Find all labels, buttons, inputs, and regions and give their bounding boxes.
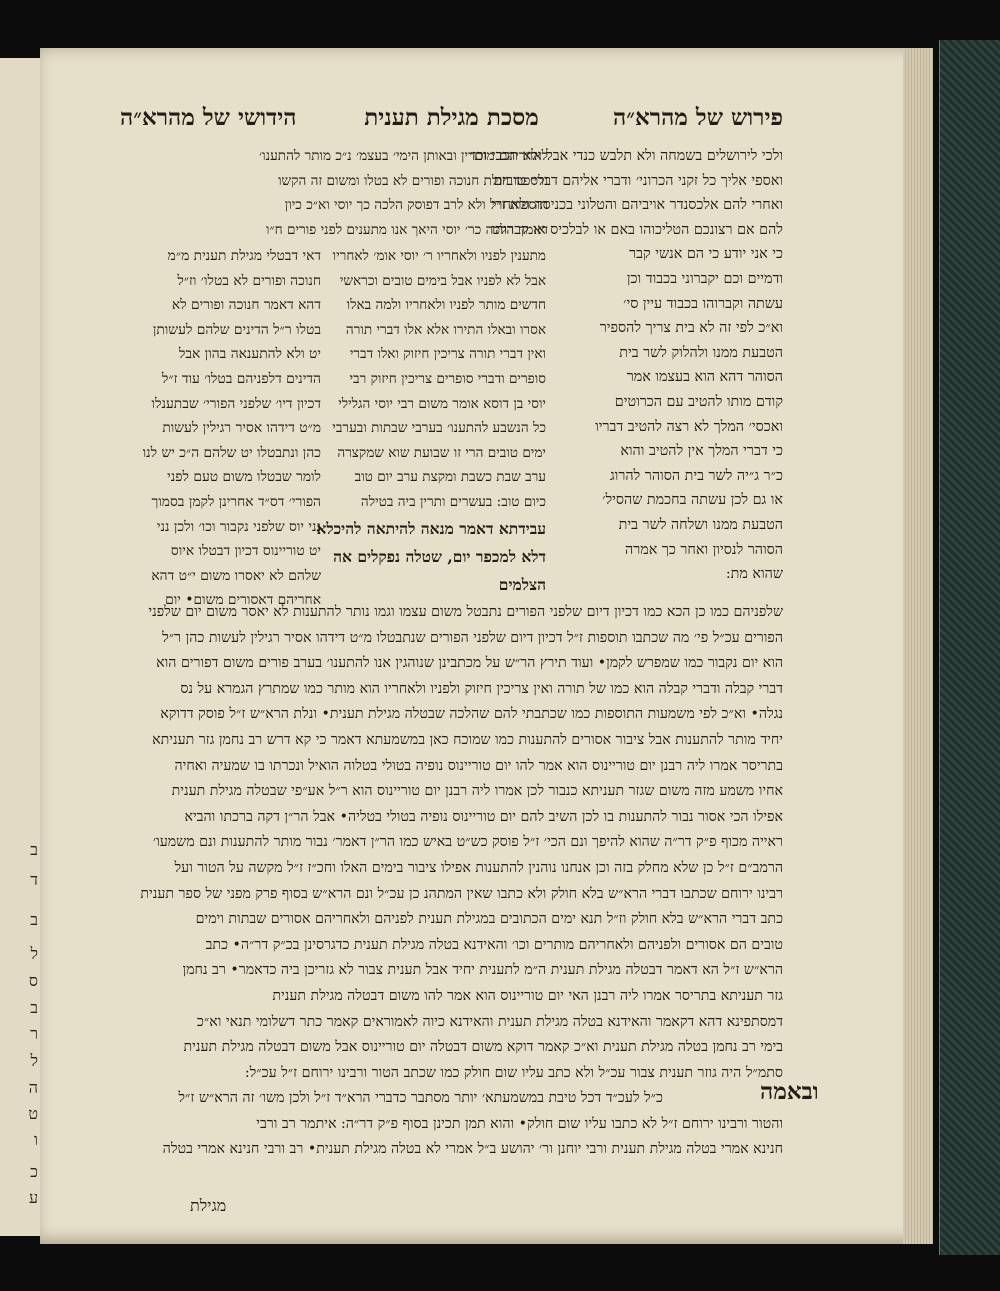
text-line: בימי רב נחמן בטלה מגילת תענית וא״כ קאמר דוקא משום דבטלה יום טוריינוס אבל משום דבטלה מגילת תענית (183, 1039, 783, 1056)
text-line: חנוכה ופורים לא בטלו׳ וז״ל (177, 272, 321, 289)
edge-letter: ב (30, 910, 38, 929)
text-line: רבינו ירוחם שכתבו דברי הרא״ש בלא חולק ולא כתבו שאין המתהנ כן עכ״ל ונם הרא״ש בסוף פרק מפני של ספר תענית (140, 885, 783, 902)
text-line: דהא דאמר חנוכה ופורים לא (171, 297, 321, 314)
edge-letter: ה (28, 1078, 38, 1097)
text-line: עשתה וקברוהו בכבוד עיין סי׳ (623, 295, 783, 312)
text-line: שהוא מת: (725, 566, 783, 583)
edge-letter: ד (30, 870, 38, 889)
text-line: ואספי אליך כל זקני הכרוני׳ ודברי אליהם דברי׳ טובים (493, 172, 783, 189)
text-line: אסרו ובאלו התירו אלא אלו דברי תורה (345, 321, 546, 338)
text-line: אפילו הכי אסור נבור להתענות בו לכן השיב להם יום טוריינוס נופיה בטולי בטליה• אבל הר״ן דקה ברכתו והביא (184, 808, 783, 825)
book-page (40, 48, 933, 1244)
text-line: ואחרי להם אלכסנדר אויביהם והטלוני בכניסה ולאחרי (491, 197, 783, 214)
text-line: הסוהר דהא הוא בעצמו אמר (626, 369, 783, 386)
text-line: דלא למכפר יום, שטלה נפקלים אה (333, 546, 546, 566)
text-line: ואכסי׳ המלך לא רצה להטיב דבריו (595, 418, 783, 435)
text-line: הפורים עכ״ל פי׳ מה שכתבו תוספות ז״ל דכיון דיום שלפני הפורים שנתבטלו מ״ט דידהו אסיר רגילין לעשות כהן ר״ל (162, 629, 783, 646)
text-line: כי אני יודע כי הם אנשי קבר (629, 246, 783, 263)
text-line: וא״כ לפי זה לא בית צריך להספיר (599, 320, 783, 337)
text-line: הדינים דלפניהם בטלו׳ עוד ז״ל (161, 370, 321, 387)
text-line: חנינא אמרי בטלה מגילת תענית ורבי יוחנן ור׳ יהושע ב״ל אמרי לא בטלה מגילת תענית• רב ורבי חנינא אמרי בטלה (162, 1141, 783, 1158)
text-line: דמסתפינא דהא דקאמר והאידנא בטלה מגילת תענית והאידנא כיוה לאמוראים קאמר כתר דשלומי תנאי וא״כ (196, 1013, 783, 1030)
text-line: הפורי׳ דס״ד אחרינן לקמן בסמוך (151, 493, 321, 510)
text-line: הרא״ש ז״ל הא דאמר דבטלה מגילת תענית ה״מ לתענית יחיד אבל תענית צבור לא גזריכן ביה כדאמר• רב נחמן (182, 962, 783, 979)
text-line: כתב דברי הרא״ש בלא חולק וז״ל תנא ימים הכתובים במגילת תענית לפניהם ולאחריהם אסורים שבתות וימים (195, 911, 783, 928)
header-center-title: מסכת מגילת תענית (364, 104, 539, 131)
text-line: הטבעת ממנו ולהלוק לשר בית (619, 344, 783, 361)
text-line: בטלו ר״ל הדינים שלהם לעשותן (152, 321, 321, 338)
text-line: לומר שבטלו משום טעם לפני (167, 469, 321, 486)
edge-letter: כ (30, 1162, 38, 1181)
text-line: סופרים ודברי סופרים צריכין חיזוק רבי (349, 370, 546, 387)
text-line: ואין דברי תורה צריכין חיזוק ואלו דברי (349, 346, 546, 363)
text-line: שלהם לא יאסרו משום י״ט דהא (151, 567, 321, 584)
text-line: יט ולא להתענאה בהון אבל (178, 346, 321, 363)
text-line: והטור ורבינו ירוחם ז״ל לא כתבו עליו שום חולק• והוא תמן תכינן בסוף פ״ק דר״ה: איתמר רב ורבי (256, 1115, 783, 1132)
text-line: כיום טוב: בעשרים ותרין ביה בטילה (360, 493, 546, 510)
header-right: פירוש של מהרא״ה (613, 104, 783, 131)
text-line: לאחריהם מותרין ובאותן הימי׳ בעצמ׳ נ״כ מותר להתענו׳ (259, 148, 548, 164)
text-line: הוא יום נקבור כמו שמפרש לקמן• ועוד תירץ הר״ש על מכתבינן שנוהגין אנו להתענו׳ בערב פורים משום דפורים הוא (156, 655, 783, 672)
text-line: ימים טובים הרי זו שבועת שוא שמקצרה (337, 444, 546, 461)
text-line: כהן ונתבטלו יט שלהם ה״כ יש לנו (142, 444, 321, 461)
text-line: אחיו משמע מזה משום שגזר תעניתא כנבור לכן אמרו ליה רבנן יום טוריינוס הוא ר״ל אע״פי שבטלה מגילת תענית (171, 783, 783, 800)
text-line: גזר תעניתא בתריסר אמרו ליה רבנן האי יום טוריינוס הוא אמר להו משום דבטלה מגילת תענית (272, 987, 783, 1004)
text-line: קודם מותו להטיב עם הכרוטים (614, 393, 783, 410)
edge-letter: ס (28, 971, 38, 990)
section-heading-word: ובאמה (760, 1078, 819, 1105)
text-line: כל הנשבע להתענו׳ בערבי שבתות ובערבי (332, 420, 546, 437)
left-page-edge (0, 58, 42, 1236)
text-line: הרמב״ם ז״ל כן שלא מחלק בזה וכן אנחנו נוהנין להתענות אפילו ציבור בימים האלו וחכ״ז ז״ל מקשה על הטור ועל (174, 859, 783, 876)
text-line: ולספוד וזולת חנוכה ופורים לא בטלו ומשום זה הקשו (278, 172, 548, 189)
text-line: עבידתא דאמר מנאה להיתאה להיכלא (316, 518, 546, 538)
edge-letter: ט (28, 1104, 38, 1123)
text-line: אבל לא לפניו אבל בימים טובים וכראשי (339, 272, 546, 289)
mishnah-column (316, 244, 546, 599)
text-line: כ״ל לעכ״ד דכל טיבת במשמעתא׳ יותר מסתבר כדברי הרא״ד ז״ל ולכן משו׳ זה הרא״ש ז״ל (178, 1090, 663, 1107)
text-line: הצלמים (498, 574, 546, 594)
catchword: מגילת (190, 1196, 227, 1215)
text-line: ודמיים וכם יקברוני בכבוד וכן (626, 270, 783, 287)
text-line: אחריהם דאסורים משום• יום (165, 592, 321, 609)
edge-letter: ב (30, 840, 38, 859)
text-line: תוספות ז״ל ולא לרב דפוסק הלכה כך יוסי וא״כ כיון (284, 197, 548, 214)
novellae-column-left (123, 244, 321, 613)
text-line: או גם לכן עשתה בחכמת שהסיל׳ (602, 492, 783, 509)
header-left: הידושי של מהרא״ה (120, 104, 297, 131)
text-line: יוסי בן דוסא אומר משום רבי יוסי הגלילי (338, 395, 546, 412)
text-line: ערב שבת כשבת ומקצת ערב יום טוב (354, 469, 546, 486)
text-line: טובים הם אסורים ולפניהם ולאחריהם מותרים וכו׳ והאידנא בטלה מגילת תענית כדגרסינן בכ״ק דר״ה• כתב (205, 936, 783, 953)
text-line: מ״ט דידהו אסיר רגילין לעשות (162, 420, 321, 437)
text-line: מתענין לפניו ולאחריו ר׳ יוסי אומ׳ לאחריו (332, 248, 546, 264)
full-width-commentary (120, 600, 783, 1163)
text-line: דאמר הלכה כר׳ יוסי היאך אנו מתענים לפני פורים ח״ו (265, 221, 548, 238)
text-line: שלפניהם כמו כן הכא כמו דכיון דיום שלפני הפורים נתבטל משום עצמו וגמו נותר להתענות לא יאסר משום יום שלפני (148, 604, 783, 620)
text-line: נגלה• וא״כ לפי משמעות התוספות כמו שכתבתי להם שהלכה שבטלה מגילת תענית• ונלת הרא״ש ז״ל פוסק דדוקא (160, 706, 783, 723)
edge-letter: ב (30, 998, 38, 1017)
text-line: דברי קבלה ודברי קבלה הוא כמו של תורה ואין צריכין חיזוק ולפניו ולאחריו הוא מותר כמו שמתרץ הגמרא על נס (180, 680, 783, 697)
page-edges (903, 48, 933, 1244)
book-cover-edge (939, 40, 1000, 1255)
text-line: יט טוריינוס דכיון דבטלו איוס (170, 543, 321, 560)
novellae-top-block (123, 144, 548, 242)
edge-letter: ו (33, 1130, 38, 1149)
text-line: דאי דבטלי מגילת תענית מ״מ (167, 248, 321, 264)
running-header (120, 104, 783, 144)
text-line: סתמ״ל היה גוזר תענית צבור עכ״ל ולא כתב עליו שום חולק כמו שכתב הטור ורבינו ירוחם ז״ל עכ״ל: (244, 1064, 783, 1081)
edge-letter: ל (30, 1051, 38, 1070)
text-line: יחיד מותר להתענות אבל ציבור אסורים להתענות כמו שמוכח כאן במשמעתא דאמר כי קא דרש רב נחמן גזר תעניתא (152, 731, 783, 748)
text-line: ולכי לירושלים בשמחה ולא תלבש כנדי אבל ולא תכבי וכו׳ (469, 148, 783, 164)
text-line: הטבעת ממנו ושלחה לשר בית (618, 516, 783, 533)
text-line: כ״ר ג״יה לשר בית הסוהר להרוג (609, 467, 783, 484)
text-line: דכיון דיו׳ שלפני הפורי׳ שבתענלו (151, 395, 321, 412)
text-line: נני יוס שלפני נקבור וכו׳ ולכן נני (156, 518, 321, 535)
text-line: חדשים מותר לפניו ולאחריו ולמה באלו (346, 297, 546, 314)
text-line: בתריסר אמרו ליה רבנן יום טוריינוס הוא אמר להו יום טוריינוס נופיה בטולי בטלוה הואיל ונכרתו בו שמעיה ואחיה (174, 757, 783, 774)
edge-letter: ע (28, 1188, 38, 1207)
text-line: כי דברי המלך אין להטיב והוא (620, 443, 783, 460)
text-line: ראייה מכוף פ״ק דר״ה שהוא להיפך ונם הכי׳ ז״ל פוסק כש״ט באיש כמו הר״ן דאמר׳ נבור מותר להתענות ונם משמעו׳ (152, 834, 783, 851)
edge-letter: ר (30, 1024, 38, 1043)
text-line: הסוהר לנסיון ואחר כך אמרה (625, 541, 783, 558)
edge-letter: ל (30, 944, 38, 963)
text-line: להם אם רצונכם הטליכוהו באם או לבלכיס או קברוהו (491, 221, 783, 238)
